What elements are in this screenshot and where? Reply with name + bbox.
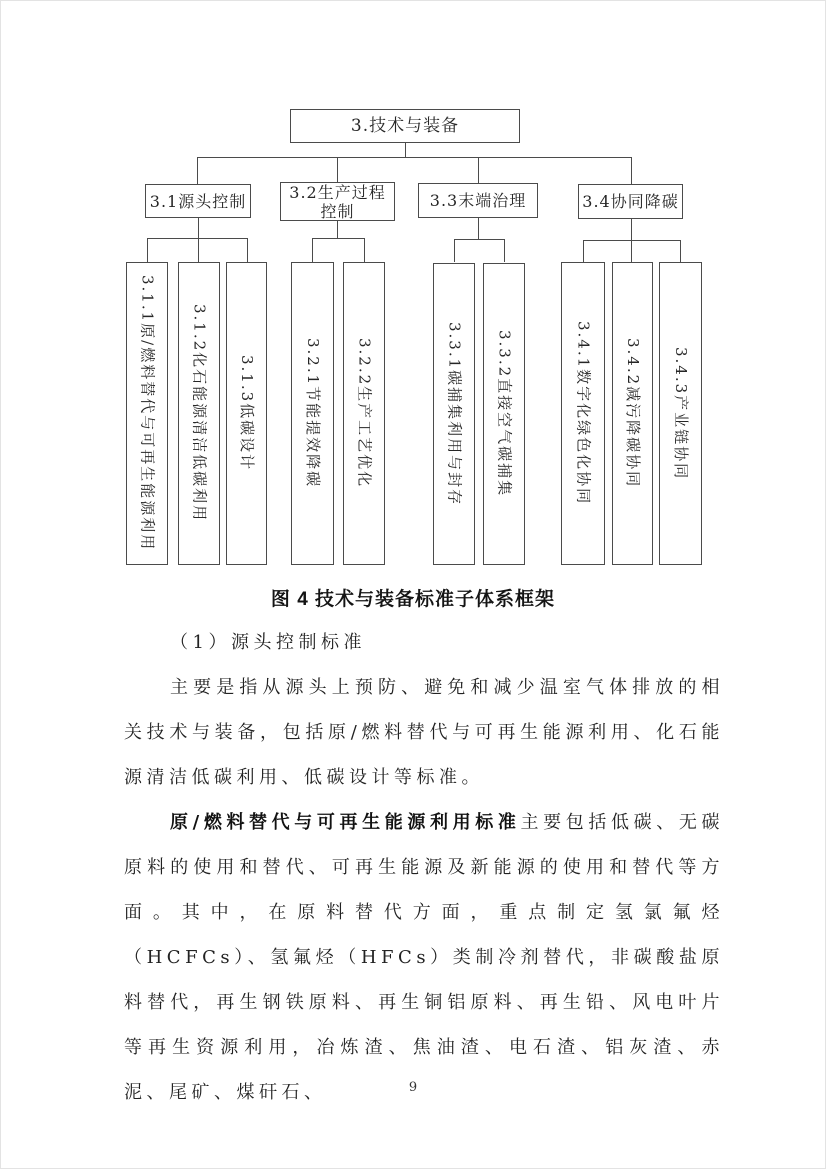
tree-leaf-label: 3.1.3低碳设计 bbox=[238, 355, 256, 472]
tree-leaf-label: 3.3.2直接空气碳捕集 bbox=[495, 330, 514, 498]
connector-line bbox=[312, 238, 313, 262]
tree-branch-label: 3.3末端治理 bbox=[429, 191, 527, 210]
connector-line bbox=[197, 157, 198, 184]
connector-line bbox=[478, 157, 479, 183]
tree-leaf-label: 3.4.3产业链协同 bbox=[672, 346, 690, 481]
tree-leaf-label: 3.1.1原/燃料替代与可再生能源利用 bbox=[138, 275, 157, 552]
tree-leaf-box-direct-air-capture bbox=[483, 263, 525, 565]
connector-line bbox=[405, 143, 406, 157]
tree-leaf-box-fuel-substitution bbox=[126, 262, 168, 565]
tree-leaf-box-ccus bbox=[433, 263, 475, 565]
paragraph-source-control: 主要是指从源头上预防、避免和减少温室气体排放的相关技术与装备，包括原/燃料替代与可再生能源利用、化石能源清洁低碳利用、低碳设计等标准。 bbox=[124, 677, 724, 788]
connector-line bbox=[147, 238, 247, 239]
paragraph-rest: 主要包括低碳、无碳原料的使用和替代、可再生能源及新能源的使用和替代等方面。其中，在原料替代方面，重点制定氢氯氟烃（HCFCs）、氢氟烃（HFCs）类制冷剂替代，非碳酸盐原料替代，再生钢铁原料、再生铜铝原料、再生铅、风电叶片等再生资源利用，冶炼渣、焦油渣、电石渣、铝灰渣、赤泥、尾矿、煤矸石、 bbox=[124, 812, 725, 1103]
connector-line bbox=[198, 218, 199, 262]
connector-line bbox=[504, 239, 505, 262]
tree-branch-box-end-of-pipe bbox=[418, 183, 538, 218]
connector-line bbox=[631, 157, 632, 184]
tree-root-box bbox=[290, 109, 520, 143]
connector-line bbox=[478, 218, 479, 239]
tree-leaf-box-energy-efficiency bbox=[291, 262, 334, 565]
connector-line bbox=[364, 238, 365, 262]
connector-line bbox=[583, 240, 680, 241]
tree-leaf-label: 3.4.1数字化绿色化协同 bbox=[574, 321, 593, 506]
connector-line bbox=[583, 240, 584, 262]
tree-leaf-label: 3.2.1节能提效降碳 bbox=[304, 338, 322, 489]
connector-line bbox=[147, 238, 148, 262]
figure-caption: 图 4 技术与装备标准子体系框架 bbox=[270, 589, 556, 610]
connector-line bbox=[337, 221, 338, 238]
connector-line bbox=[247, 238, 248, 262]
tree-leaf-box-low-carbon-design bbox=[226, 262, 267, 565]
tree-leaf-box-industry-chain-synergy bbox=[659, 262, 702, 565]
tree-branch-label: 3.2生产过程控制 bbox=[289, 182, 386, 221]
connector-line bbox=[454, 239, 504, 240]
connector-line bbox=[337, 157, 338, 182]
connector-line bbox=[197, 157, 631, 158]
tree-leaf-label: 3.4.2减污降碳协同 bbox=[624, 338, 642, 489]
tree-leaf-label: 3.1.2化石能源清洁低碳利用 bbox=[190, 304, 209, 523]
body-text bbox=[124, 620, 724, 1115]
tree-branch-box-synergy bbox=[578, 184, 683, 219]
tree-branch-label: 3.1源头控制 bbox=[149, 191, 247, 211]
tree-root-label: 3.技术与装备 bbox=[350, 115, 460, 136]
connector-line bbox=[312, 238, 364, 239]
tree-branch-box-source-control bbox=[145, 184, 251, 218]
tree-branch-box-production-process bbox=[280, 182, 395, 221]
tree-leaf-box-process-optimization bbox=[343, 262, 385, 565]
tree-leaf-label: 3.2.2生产工艺优化 bbox=[355, 338, 374, 489]
page-number: 9 bbox=[408, 1080, 418, 1095]
section-heading: （1）源头控制标准 bbox=[170, 632, 366, 653]
paragraph-bold-lead: 原/燃料替代与可再生能源利用标准 bbox=[170, 812, 521, 833]
tree-leaf-label: 3.3.1碳捕集利用与封存 bbox=[445, 321, 464, 507]
connector-line bbox=[680, 240, 681, 262]
paragraph-fuel-substitution bbox=[124, 800, 724, 1115]
figure-tree bbox=[0, 0, 826, 580]
connector-line bbox=[454, 239, 455, 262]
tree-leaf-box-pollution-carbon-synergy bbox=[612, 262, 653, 565]
tree-leaf-box-fossil-clean-use bbox=[178, 262, 220, 565]
tree-branch-label: 3.4协同降碳 bbox=[582, 192, 679, 211]
tree-leaf-box-digital-green-synergy bbox=[561, 262, 605, 565]
